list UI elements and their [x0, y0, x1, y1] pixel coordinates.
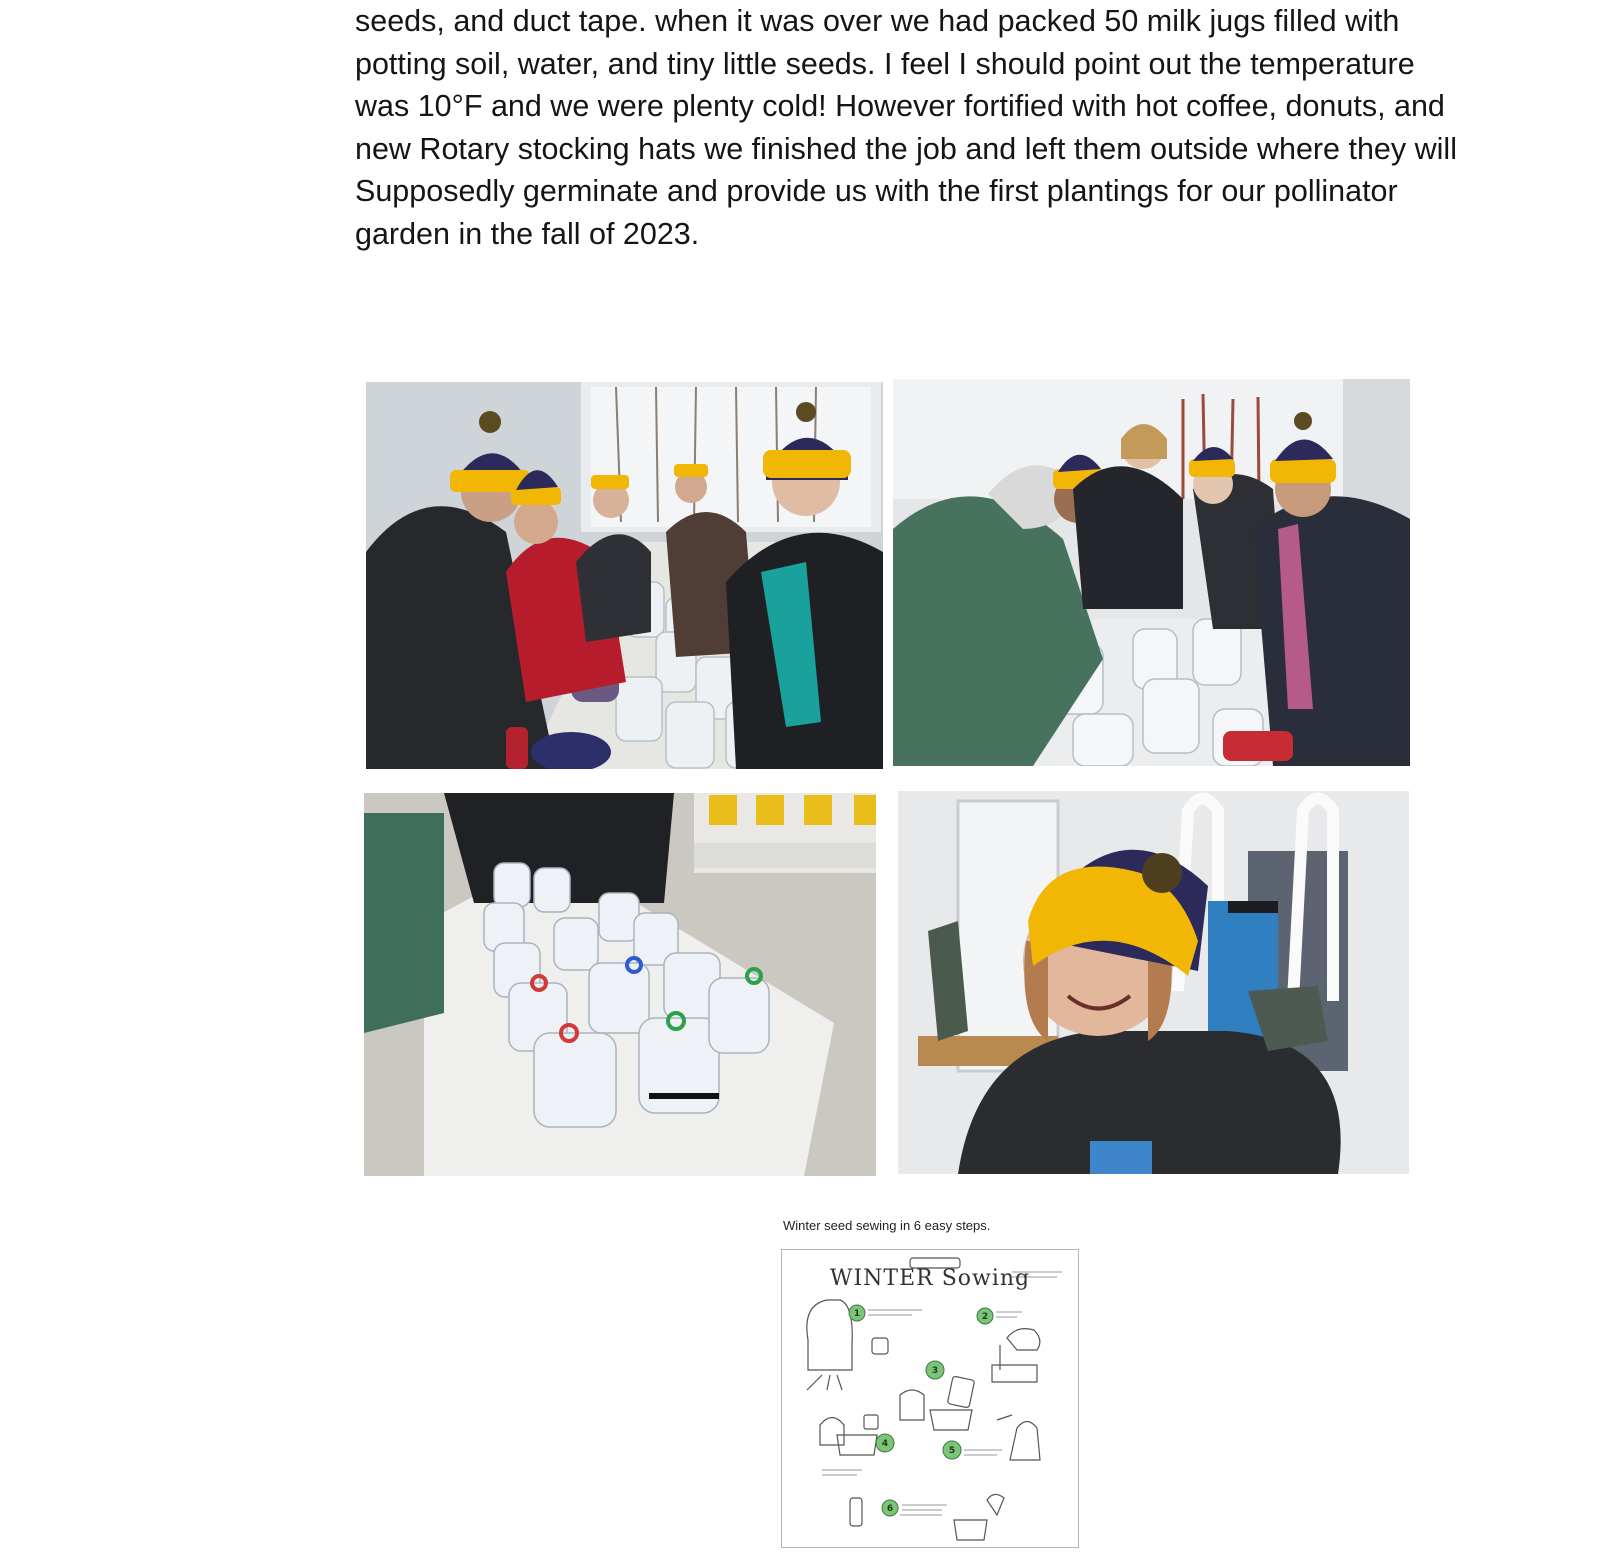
step-number: 4 [881, 1439, 889, 1449]
step-number: 5 [948, 1446, 956, 1456]
photo-members-filling-jugs[interactable] [893, 379, 1410, 766]
step-number: 1 [853, 1309, 861, 1319]
photo-member-with-ladder[interactable] [898, 791, 1409, 1174]
article-line: was 10°F and we were plenty cold! However fortified with hot coffee, donuts, and [355, 89, 1445, 123]
winter-sowing-diagram[interactable] [781, 1249, 1079, 1548]
step-number: 6 [886, 1504, 894, 1514]
article-line: potting soil, water, and tiny little seeds. I feel I should point out the temperature [355, 46, 1415, 81]
article-line: Supposedly germinate and provide us with the first plantings for our pollinator [355, 174, 1398, 208]
photo-jugs-on-table[interactable] [364, 793, 876, 1176]
step-number: 2 [981, 1312, 989, 1322]
article-line: garden in the fall of 2023. [355, 216, 700, 251]
figure-caption: Winter seed sewing in 6 easy steps. [783, 1218, 991, 1233]
article-line: new Rotary stocking hats we finished the job and left them outside where they will [355, 131, 1457, 166]
article-paragraph [355, 0, 1555, 255]
photo-group-at-table[interactable] [366, 382, 883, 769]
article-line: seeds, and duct tape. when it was over we had packed 50 milk jugs filled with [355, 4, 1400, 38]
step-number: 3 [931, 1366, 939, 1376]
diagram-title: WINTER Sowing [829, 1266, 1031, 1291]
